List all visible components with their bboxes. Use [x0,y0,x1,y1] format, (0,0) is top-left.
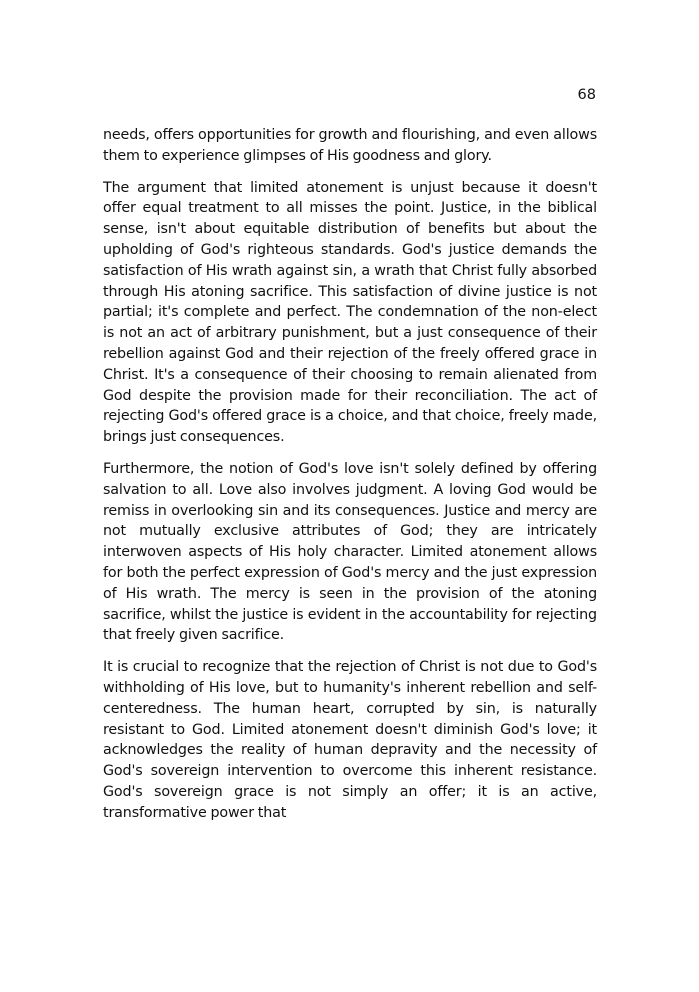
page-number: 68 [577,87,596,103]
paragraph-2: The argument that limited atonement is unjust because it doesn't offer equal treatment to all misses the point. Justice, in the biblical sense, isn't about equitable distribution of benefits but about the upholding of God's righteous standards. God's justice demands the satisfaction of His wrath against sin, a wrath that Christ fully absorbed through His atoning sacrifice. This satisfaction of divine justice is not partial; it's complete and perfect. The condemnation of the non-elect is not an act of arbitrary punishment, but a just consequence of their rebellion against God and their rejection of the freely offered grace in Christ. It's a consequence of their choosing to remain alienated from God despite the provision made for their reconciliation. The act of rejecting God's offered grace is a choice, and that choice, freely made, brings just consequences. [103,179,597,446]
page-body [103,125,597,835]
paragraph-4: It is crucial to recognize that the rejection of Christ is not due to God's withholding of His love, but to humanity's inherent rebellion and self-centeredness. The human heart, corrupted by sin, is naturally resistant to God. Limited atonement doesn't diminish God's love; it acknowledges the reality of human depravity and the necessity of God's sovereign intervention to overcome this inherent resistance. God's sovereign grace is not simply an offer; it is an active, transformative power that [103,659,597,821]
paragraph-1: needs, offers opportunities for growth and flourishing, and even allows them to experience glimpses of His goodness and glory. [103,127,597,164]
paragraph-3: Furthermore, the notion of God's love isn't solely defined by offering salvation to all. Love also involves judgment. A loving God would be remiss in overlooking sin and its consequences. Justice and mercy are not mutually exclusive attributes of God; they are intricately interwoven aspects of His holy character. Limited atonement allows for both the perfect expression of God's mercy and the just expression of His wrath. The mercy is seen in the provision of the atoning sacrifice, whilst the justice is evident in the accountability for rejecting that freely given sacrifice. [103,460,597,644]
